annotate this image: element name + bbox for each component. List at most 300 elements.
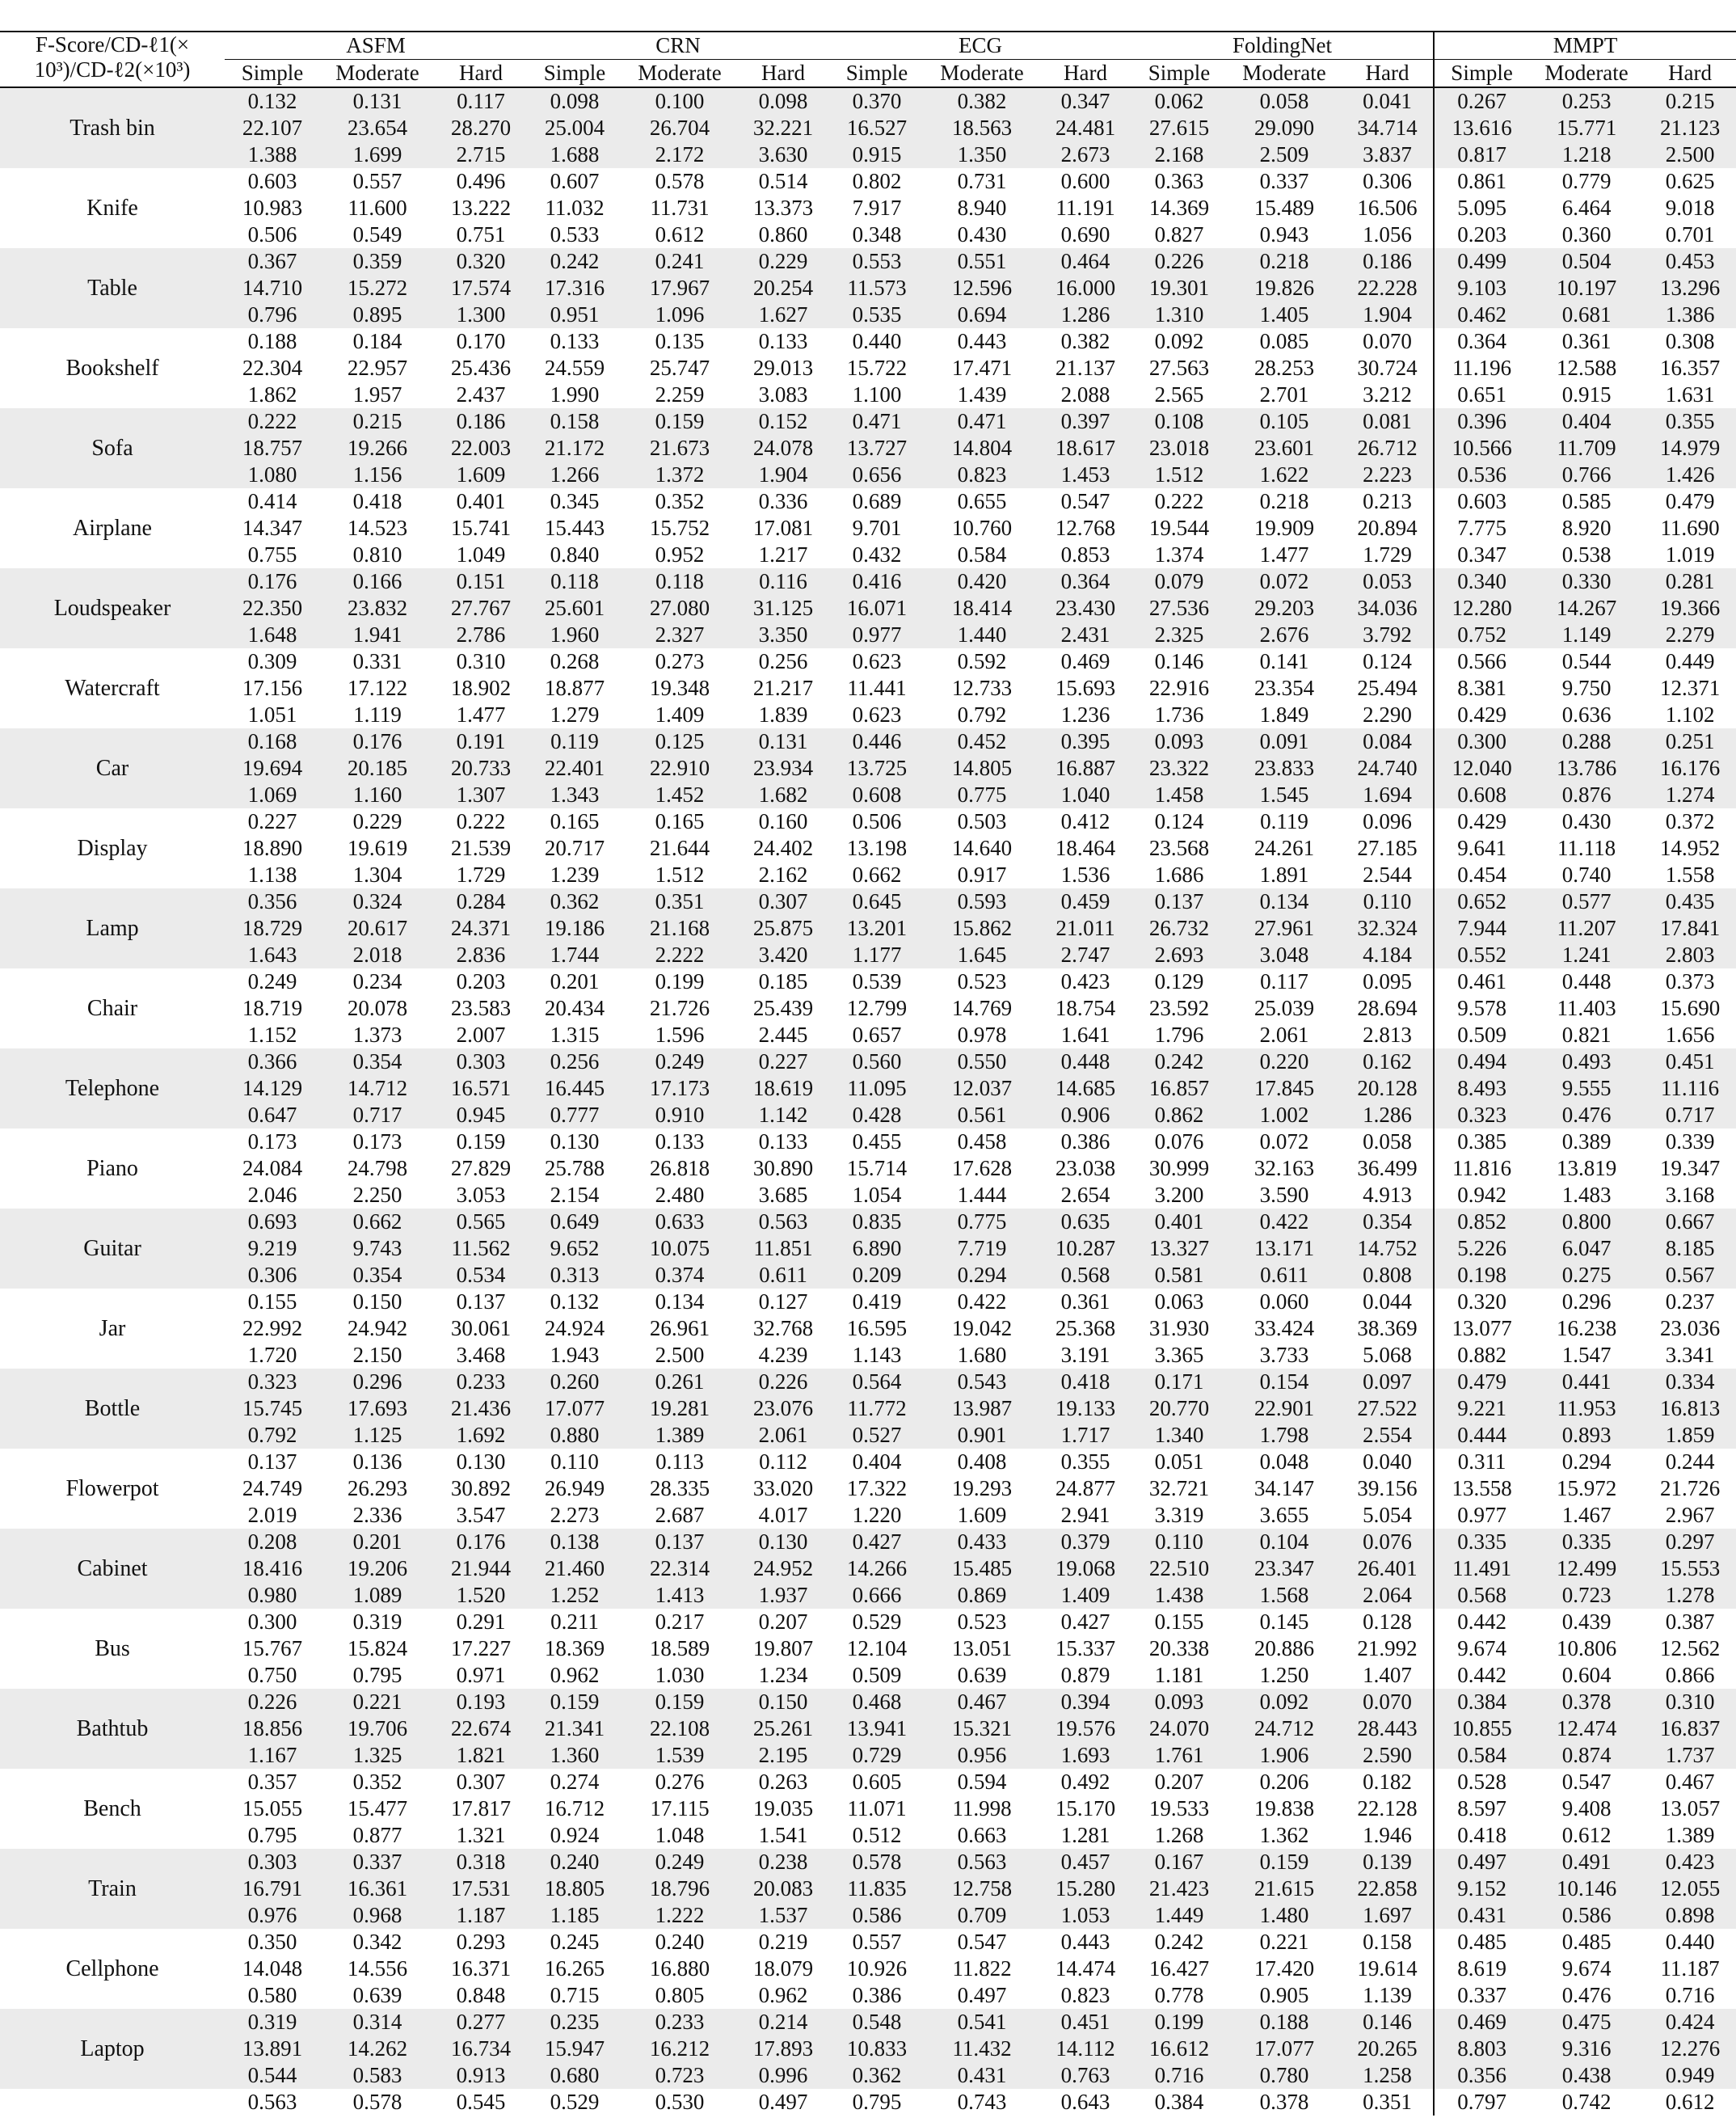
table-cell: 8.920 bbox=[1561, 516, 1612, 540]
table-cell: 22.003 bbox=[435, 435, 527, 462]
table-cell: 0.901 bbox=[925, 1422, 1039, 1449]
table-row bbox=[0, 968, 1736, 995]
table-cell: 19.281 bbox=[622, 1395, 737, 1422]
table-cell: 0.193 bbox=[435, 1689, 527, 1715]
table-cell: 21.123 bbox=[1644, 115, 1736, 141]
table-cell: 0.823 bbox=[1060, 1983, 1110, 2007]
table-cell: 0.355 bbox=[1644, 408, 1736, 435]
table-cell: 18.464 bbox=[1055, 836, 1116, 860]
table-cell: 0.795 bbox=[247, 1823, 297, 1847]
table-cell: 0.549 bbox=[352, 222, 402, 247]
table-cell: 19.068 bbox=[1039, 1555, 1131, 1582]
table-cell: 1.656 bbox=[1665, 1023, 1715, 1047]
table-cell: 2.168 bbox=[1131, 141, 1227, 168]
table-cell: 0.662 bbox=[852, 863, 902, 887]
table-cell: 12.733 bbox=[951, 676, 1013, 700]
table-cell: 0.093 bbox=[1131, 1689, 1227, 1715]
table-cell: 18.563 bbox=[925, 115, 1039, 141]
table-cell: 11.071 bbox=[847, 1796, 907, 1820]
table-cell: 1.030 bbox=[655, 1663, 705, 1687]
table-cell: 0.876 bbox=[1529, 782, 1644, 808]
table-cell: 8.803 bbox=[1434, 2036, 1529, 2062]
table-cell: 0.131 bbox=[320, 87, 435, 115]
table-cell: 0.320 bbox=[435, 248, 527, 275]
method-header: CRN bbox=[527, 32, 829, 60]
table-cell: 0.469 bbox=[1434, 2009, 1529, 2036]
table-cell: 17.967 bbox=[622, 275, 737, 302]
table-cell: 0.497 bbox=[758, 2090, 808, 2114]
table-cell: 0.201 bbox=[550, 969, 600, 994]
table-cell: 11.432 bbox=[925, 2036, 1039, 2062]
table-cell: 23.833 bbox=[1227, 755, 1342, 782]
table-cell: 0.701 bbox=[1665, 222, 1715, 247]
table-cell: 25.601 bbox=[527, 595, 622, 622]
table-row bbox=[0, 1209, 1736, 1235]
table-cell: 2.813 bbox=[1363, 1023, 1412, 1047]
table-cell: 27.961 bbox=[1227, 915, 1342, 942]
table-cell: 1.477 bbox=[1259, 542, 1309, 567]
table-cell: 1.409 bbox=[1039, 1582, 1131, 1609]
table-cell: 9.674 bbox=[1561, 1956, 1612, 1981]
table-cell: 0.382 bbox=[1060, 329, 1110, 353]
table-cell: 0.529 bbox=[852, 1609, 902, 1634]
table-cell: 0.159 bbox=[1227, 1849, 1342, 1875]
table-cell: 0.352 bbox=[352, 1770, 402, 1794]
table-row bbox=[0, 1422, 1736, 1449]
table-cell: 0.348 bbox=[852, 222, 902, 247]
table-cell: 19.909 bbox=[1254, 516, 1315, 540]
table-cell: 16.506 bbox=[1357, 196, 1418, 220]
table-cell: 0.137 bbox=[622, 1529, 737, 1555]
table-cell: 18.619 bbox=[737, 1075, 829, 1102]
table-cell: 0.335 bbox=[1434, 1529, 1529, 1555]
table-cell: 27.522 bbox=[1342, 1395, 1434, 1422]
difficulty-header: Moderate bbox=[1242, 61, 1326, 85]
table-cell: 2.500 bbox=[1644, 141, 1736, 168]
table-cell: 11.600 bbox=[348, 196, 407, 220]
table-cell: 31.125 bbox=[737, 595, 829, 622]
table-cell: 14.262 bbox=[320, 2036, 435, 2062]
table-cell: 9.750 bbox=[1561, 676, 1612, 700]
table-cell: 2.654 bbox=[1060, 1183, 1110, 1207]
table-cell: 1.152 bbox=[247, 1023, 297, 1047]
table-cell: 1.405 bbox=[1227, 302, 1342, 328]
table-cell: 0.657 bbox=[852, 1023, 902, 1047]
table-cell: 0.227 bbox=[247, 809, 297, 833]
table-cell: 17.173 bbox=[622, 1075, 737, 1102]
table-cell: 34.147 bbox=[1254, 1476, 1315, 1500]
table-cell: 18.079 bbox=[752, 1956, 814, 1981]
table-cell: 0.810 bbox=[352, 542, 402, 567]
table-cell: 28.335 bbox=[649, 1476, 710, 1500]
table-cell: 19.301 bbox=[1131, 275, 1227, 302]
table-cell: 18.719 bbox=[242, 996, 303, 1020]
table-cell: 14.685 bbox=[1039, 1075, 1131, 1102]
table-cell: 1.139 bbox=[1363, 1983, 1412, 2007]
table-cell: 1.279 bbox=[550, 702, 600, 727]
table-cell: 0.623 bbox=[852, 649, 902, 673]
table-cell: 0.877 bbox=[352, 1823, 402, 1847]
category-label: Bottle bbox=[0, 1369, 225, 1449]
table-cell: 0.361 bbox=[1060, 1289, 1110, 1314]
table-cell: 1.056 bbox=[1363, 222, 1412, 247]
table-cell: 0.076 bbox=[1154, 1129, 1204, 1154]
table-cell: 0.536 bbox=[1434, 462, 1529, 488]
table-cell: 13.171 bbox=[1227, 1235, 1342, 1262]
table-cell: 0.306 bbox=[1363, 169, 1412, 193]
table-cell: 15.170 bbox=[1055, 1796, 1116, 1820]
table-cell: 0.690 bbox=[1060, 222, 1110, 247]
table-cell: 5.068 bbox=[1363, 1343, 1412, 1367]
table-cell: 1.821 bbox=[435, 1742, 527, 1769]
table-cell: 0.860 bbox=[758, 222, 808, 247]
table-cell: 0.716 bbox=[1665, 1983, 1715, 2007]
table-cell: 30.724 bbox=[1357, 356, 1418, 380]
table-cell: 1.906 bbox=[1227, 1742, 1342, 1769]
table-cell: 0.263 bbox=[758, 1770, 808, 1794]
table-cell: 0.167 bbox=[1131, 1849, 1227, 1875]
difficulty-header: Moderate bbox=[638, 61, 722, 85]
table-cell: 3.319 bbox=[1154, 1503, 1204, 1527]
category-label: Bookshelf bbox=[65, 356, 159, 381]
table-cell: 9.018 bbox=[1665, 196, 1715, 220]
table-cell: 22.314 bbox=[622, 1555, 737, 1582]
table-cell: 14.712 bbox=[320, 1075, 435, 1102]
table-cell: 17.893 bbox=[737, 2036, 829, 2062]
table-cell: 28.443 bbox=[1342, 1715, 1434, 1742]
table-cell: 0.041 bbox=[1342, 87, 1434, 115]
table-cell: 22.228 bbox=[1342, 275, 1434, 302]
table-cell: 0.422 bbox=[1227, 1209, 1342, 1235]
table-cell: 0.044 bbox=[1363, 1289, 1412, 1314]
table-cell: 0.652 bbox=[1434, 888, 1529, 915]
table-cell: 0.468 bbox=[829, 1689, 925, 1715]
table-cell: 20.770 bbox=[1131, 1395, 1227, 1422]
table-cell: 0.159 bbox=[527, 1689, 622, 1715]
table-cell: 24.798 bbox=[347, 1156, 408, 1180]
table-cell: 0.895 bbox=[320, 302, 435, 328]
table-cell: 0.862 bbox=[1131, 1102, 1227, 1128]
table-cell: 0.268 bbox=[550, 649, 600, 673]
category-label: Jar bbox=[99, 1316, 126, 1341]
table-cell: 2.445 bbox=[758, 1023, 808, 1047]
table-cell: 10.855 bbox=[1434, 1715, 1529, 1742]
table-cell: 1.960 bbox=[527, 622, 622, 648]
table-cell: 1.278 bbox=[1644, 1582, 1736, 1609]
table-cell: 0.118 bbox=[527, 568, 622, 595]
table-row bbox=[0, 995, 1736, 1022]
table-cell: 0.608 bbox=[829, 782, 925, 808]
table-cell: 30.999 bbox=[1148, 1156, 1210, 1180]
table-cell: 18.805 bbox=[527, 1875, 622, 1902]
table-cell: 16.527 bbox=[829, 115, 925, 141]
table-cell: 0.207 bbox=[758, 1609, 808, 1634]
table-cell: 0.171 bbox=[1131, 1369, 1227, 1395]
table-cell: 0.853 bbox=[1060, 542, 1110, 567]
table-cell: 1.541 bbox=[758, 1823, 808, 1847]
table-cell: 0.134 bbox=[655, 1289, 705, 1314]
table-cell: 15.752 bbox=[649, 516, 710, 540]
table-cell: 22.510 bbox=[1131, 1555, 1227, 1582]
table-cell: 1.729 bbox=[1363, 542, 1412, 567]
table-cell: 5.226 bbox=[1434, 1235, 1529, 1262]
table-cell: 16.880 bbox=[649, 1956, 710, 1981]
table-cell: 1.307 bbox=[435, 782, 527, 808]
table-cell: 0.303 bbox=[225, 1849, 320, 1875]
table-cell: 0.139 bbox=[1342, 1849, 1434, 1875]
table-cell: 0.281 bbox=[1644, 568, 1736, 595]
table-cell: 2.019 bbox=[247, 1503, 297, 1527]
table-cell: 0.379 bbox=[1039, 1529, 1131, 1555]
category-label: Loudspeaker bbox=[0, 568, 225, 648]
table-cell: 26.949 bbox=[544, 1476, 605, 1500]
table-cell: 19.614 bbox=[1357, 1956, 1418, 1981]
table-cell: 0.723 bbox=[1529, 1582, 1644, 1609]
table-cell: 0.151 bbox=[435, 568, 527, 595]
table-cell: 22.304 bbox=[242, 356, 303, 380]
table-cell: 0.680 bbox=[527, 2062, 622, 2089]
table-cell: 0.124 bbox=[1363, 649, 1412, 673]
category-label: Car bbox=[0, 728, 225, 808]
table-cell: 1.537 bbox=[737, 1902, 829, 1929]
table-cell: 0.563 bbox=[247, 2090, 297, 2114]
table-header bbox=[0, 32, 1736, 87]
table-cell: 15.722 bbox=[846, 356, 908, 380]
table-cell: 34.714 bbox=[1342, 115, 1434, 141]
table-cell: 0.962 bbox=[550, 1663, 600, 1687]
table-cell: 0.915 bbox=[1561, 382, 1612, 407]
table-cell: 0.235 bbox=[527, 2009, 622, 2036]
table-cell: 0.378 bbox=[1259, 2090, 1309, 2114]
table-cell: 24.877 bbox=[1055, 1476, 1116, 1500]
method-header: ECG bbox=[829, 32, 1131, 60]
table-cell: 0.117 bbox=[435, 87, 527, 115]
table-cell: 9.103 bbox=[1434, 275, 1529, 302]
table-row bbox=[0, 168, 1736, 195]
table-cell: 0.098 bbox=[527, 87, 622, 115]
table-cell: 27.185 bbox=[1357, 836, 1418, 860]
table-cell: 15.714 bbox=[846, 1156, 908, 1180]
table-cell: 0.176 bbox=[225, 568, 320, 595]
table-cell: 0.198 bbox=[1434, 1262, 1529, 1289]
table-cell: 0.229 bbox=[352, 809, 402, 833]
table-cell: 0.233 bbox=[435, 1369, 527, 1395]
table-cell: 0.869 bbox=[925, 1582, 1039, 1609]
table-cell: 1.019 bbox=[1665, 542, 1715, 567]
table-cell: 0.424 bbox=[1644, 2009, 1736, 2036]
table-cell: 12.474 bbox=[1529, 1715, 1644, 1742]
table-cell: 19.838 bbox=[1254, 1796, 1315, 1820]
table-cell: 0.129 bbox=[1154, 969, 1204, 994]
table-cell: 11.772 bbox=[829, 1395, 925, 1422]
table-cell: 0.293 bbox=[456, 1930, 506, 1954]
table-cell: 1.138 bbox=[247, 863, 297, 887]
table-cell: 25.436 bbox=[450, 356, 512, 380]
table-cell: 1.049 bbox=[456, 542, 506, 567]
table-cell: 22.916 bbox=[1148, 676, 1210, 700]
table-cell: 33.424 bbox=[1254, 1316, 1315, 1340]
table-cell: 14.523 bbox=[347, 516, 408, 540]
table-cell: 11.731 bbox=[650, 196, 710, 220]
table-cell: 1.467 bbox=[1561, 1503, 1612, 1527]
corner-header bbox=[0, 32, 225, 87]
table-cell: 12.596 bbox=[925, 275, 1039, 302]
table-cell: 14.640 bbox=[951, 836, 1013, 860]
table-cell: 0.354 bbox=[320, 1262, 435, 1289]
table-cell: 0.242 bbox=[1131, 1048, 1227, 1075]
table-cell: 0.110 bbox=[1131, 1529, 1227, 1555]
table-cell: 0.656 bbox=[829, 462, 925, 488]
table-cell: 0.755 bbox=[247, 542, 297, 567]
table-cell: 1.645 bbox=[925, 942, 1039, 968]
table-row bbox=[0, 302, 1736, 328]
table-cell: 13.616 bbox=[1434, 115, 1529, 141]
table-cell: 16.734 bbox=[435, 2036, 527, 2062]
table-cell: 13.373 bbox=[752, 196, 814, 220]
table-cell: 30.892 bbox=[450, 1476, 512, 1500]
table-cell: 3.630 bbox=[737, 141, 829, 168]
table-cell: 1.545 bbox=[1227, 782, 1342, 808]
table-row bbox=[0, 1955, 1736, 1982]
table-cell: 32.721 bbox=[1148, 1476, 1210, 1500]
category-label: Chair bbox=[86, 996, 138, 1021]
table-cell: 1.143 bbox=[852, 1343, 902, 1367]
table-cell: 0.373 bbox=[1665, 969, 1715, 994]
table-row bbox=[0, 515, 1736, 542]
table-cell: 0.603 bbox=[1434, 488, 1529, 515]
table-cell: 6.047 bbox=[1529, 1235, 1644, 1262]
table-cell: 1.512 bbox=[1131, 462, 1227, 488]
table-cell: 1.268 bbox=[1154, 1823, 1204, 1847]
table-cell: 9.219 bbox=[225, 1235, 320, 1262]
table-cell: 0.323 bbox=[1434, 1102, 1529, 1128]
table-cell: 1.693 bbox=[1039, 1742, 1131, 1769]
table-cell: 0.351 bbox=[622, 888, 737, 915]
table-cell: 0.506 bbox=[852, 809, 902, 833]
table-cell: 0.560 bbox=[829, 1048, 925, 1075]
table-cell: 1.536 bbox=[1060, 863, 1110, 887]
table-cell: 1.300 bbox=[435, 302, 527, 328]
table-cell: 0.423 bbox=[1060, 969, 1110, 994]
table-cell: 1.648 bbox=[225, 622, 320, 648]
table-row bbox=[0, 595, 1736, 622]
table-cell: 0.096 bbox=[1363, 809, 1412, 833]
table-cell: 34.036 bbox=[1342, 595, 1434, 622]
table-cell: 0.313 bbox=[527, 1262, 622, 1289]
table-cell: 0.475 bbox=[1529, 2009, 1644, 2036]
table-cell: 12.371 bbox=[1659, 676, 1721, 700]
table-cell: 33.020 bbox=[752, 1476, 814, 1500]
table-cell: 9.743 bbox=[320, 1235, 435, 1262]
table-cell: 0.585 bbox=[1561, 489, 1612, 513]
table-cell: 3.468 bbox=[456, 1343, 506, 1367]
difficulty-header: Simple bbox=[1148, 61, 1211, 85]
table-cell: 1.520 bbox=[435, 1582, 527, 1609]
table-cell: 16.000 bbox=[1039, 275, 1131, 302]
table-cell: 0.110 bbox=[550, 1449, 599, 1474]
table-cell: 15.972 bbox=[1556, 1476, 1617, 1500]
table-cell: 0.237 bbox=[1665, 1289, 1715, 1314]
table-cell: 0.362 bbox=[527, 888, 622, 915]
table-cell: 16.612 bbox=[1131, 2036, 1227, 2062]
table-row bbox=[0, 702, 1736, 728]
table-cell: 0.240 bbox=[655, 1930, 705, 1954]
table-cell: 1.849 bbox=[1259, 702, 1309, 727]
table-row bbox=[0, 2089, 1736, 2116]
table-cell: 0.485 bbox=[1434, 1929, 1529, 1955]
table-cell: 21.168 bbox=[622, 915, 737, 942]
table-cell: 0.528 bbox=[1434, 1769, 1529, 1795]
table-cell: 2.786 bbox=[435, 622, 527, 648]
table-cell: 0.303 bbox=[435, 1048, 527, 1075]
table-cell: 0.717 bbox=[1644, 1102, 1736, 1128]
table-cell: 0.296 bbox=[1561, 1289, 1612, 1314]
table-cell: 0.663 bbox=[957, 1823, 1007, 1847]
table-cell: 24.942 bbox=[347, 1316, 408, 1340]
table-cell: 1.413 bbox=[622, 1582, 737, 1609]
table-cell: 0.662 bbox=[320, 1209, 435, 1235]
table-cell: 19.807 bbox=[752, 1636, 814, 1660]
table-row bbox=[0, 435, 1736, 462]
table-cell: 1.558 bbox=[1665, 863, 1715, 887]
table-cell: 2.687 bbox=[655, 1503, 705, 1527]
table-cell: 0.432 bbox=[852, 542, 902, 567]
table-cell: 0.840 bbox=[550, 542, 600, 567]
table-cell: 11.816 bbox=[1434, 1155, 1529, 1182]
table-cell: 12.588 bbox=[1556, 356, 1617, 380]
table-cell: 9.408 bbox=[1561, 1796, 1612, 1820]
table-cell: 0.168 bbox=[225, 728, 320, 755]
table-cell: 25.747 bbox=[649, 356, 710, 380]
table-row bbox=[0, 1048, 1736, 1075]
table-row bbox=[0, 275, 1736, 302]
table-cell: 0.418 bbox=[1434, 1822, 1529, 1849]
table-cell: 1.609 bbox=[957, 1503, 1007, 1527]
table-cell: 0.418 bbox=[1039, 1369, 1131, 1395]
table-row bbox=[0, 862, 1736, 888]
table-cell: 15.553 bbox=[1644, 1555, 1736, 1582]
table-cell: 0.345 bbox=[550, 489, 600, 513]
table-cell: 0.915 bbox=[829, 141, 925, 168]
difficulty-header: Moderate bbox=[940, 61, 1024, 85]
table-cell: 27.615 bbox=[1131, 115, 1227, 141]
table-cell: 0.458 bbox=[957, 1129, 1007, 1154]
table-cell: 17.077 bbox=[527, 1395, 622, 1422]
table-cell: 0.208 bbox=[225, 1529, 320, 1555]
table-cell: 0.557 bbox=[352, 169, 402, 193]
table-cell: 1.218 bbox=[1529, 141, 1644, 168]
table-cell: 0.188 bbox=[247, 329, 297, 353]
table-row bbox=[0, 2009, 1736, 2036]
table-cell: 8.493 bbox=[1434, 1075, 1529, 1102]
table-row bbox=[0, 328, 1736, 355]
table-cell: 13.558 bbox=[1434, 1475, 1529, 1502]
table-cell: 11.191 bbox=[1056, 196, 1115, 220]
table-cell: 18.416 bbox=[225, 1555, 320, 1582]
table-cell: 0.119 bbox=[1260, 809, 1308, 833]
table-cell: 1.389 bbox=[1665, 1823, 1715, 1847]
table-row bbox=[0, 1395, 1736, 1422]
table-cell: 0.586 bbox=[829, 1902, 925, 1929]
category-label: Telephone bbox=[0, 1048, 225, 1128]
table-cell: 0.217 bbox=[655, 1609, 705, 1634]
table-row bbox=[0, 462, 1736, 488]
table-cell: 0.418 bbox=[352, 489, 402, 513]
table-cell: 0.124 bbox=[1154, 809, 1204, 833]
table-cell: 0.218 bbox=[1227, 248, 1342, 275]
table-cell: 0.311 bbox=[1434, 1449, 1529, 1475]
table-cell: 0.476 bbox=[1529, 1102, 1644, 1128]
